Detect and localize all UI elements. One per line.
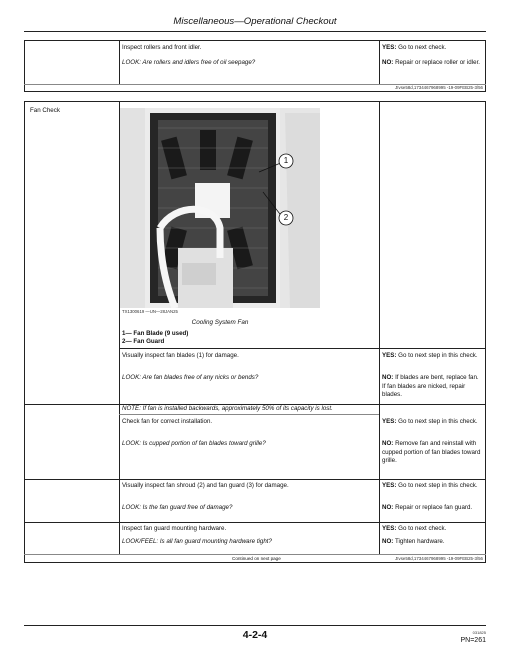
- table-row: Visually inspect fan blades (1) for damage.: [122, 352, 239, 359]
- col-divider: [379, 101, 380, 554]
- table-row: Check fan for correct installation.: [122, 418, 213, 425]
- table-row: YES: Go to next step in this check.: [382, 482, 478, 489]
- pn-number: PN=261: [460, 637, 486, 644]
- table-row: LOOK: Are rollers and idlers free of oil seepage?: [122, 59, 256, 66]
- callout-1: 1: [283, 156, 289, 165]
- row-divider: [119, 414, 379, 415]
- table-row: NO: Remove fan and reinstall with cupped portion of fan blades toward grille.: [382, 440, 481, 465]
- figure-caption: Cooling System Fan: [191, 319, 249, 326]
- table-row: LOOK/FEEL: Is all fan guard mounting hardware tight?: [122, 538, 272, 545]
- figure-tag: TX1300619 —UN—28JAN25: [122, 309, 178, 314]
- table-row: LOOK: Are fan blades free of any nicks or bends?: [122, 374, 259, 381]
- table-row: Visually inspect fan shroud (2) and fan guard (3) for damage.: [122, 482, 289, 489]
- header-rule: [24, 31, 486, 32]
- table-row: NO: If blades are bent, replace fan. If fan blades are nicked, repair blades.: [382, 374, 479, 399]
- reference-code: JIvse58d,1734467968995 -19-09FEB25-3/56: [395, 555, 483, 561]
- table-row: YES: Go to next check.: [382, 44, 447, 51]
- table-row: NO: Repair or replace roller or idler.: [382, 59, 481, 66]
- note-text: NOTE: If fan is installed backwards, approximately 50% of its capacity is lost.: [122, 405, 333, 412]
- table-row: YES: Go to next step in this check.: [382, 352, 478, 359]
- continued-note: Continued on next page: [232, 555, 281, 561]
- figure-legend-item: 2— Fan Guard: [122, 338, 165, 345]
- reference-code: JIvse58d,1734467968995 -19-09FEB25-3/56: [395, 84, 483, 90]
- table-row: LOOK: Is cupped portion of fan blades toward grille?: [122, 440, 266, 447]
- figure-callouts: [255, 150, 300, 230]
- row-divider: [119, 348, 486, 349]
- table-row: Inspect rollers and front idler.: [122, 44, 202, 51]
- footer-code: 031825: [472, 630, 486, 635]
- section-title: Fan Check: [30, 107, 60, 114]
- col-divider: [119, 40, 120, 84]
- table-row: Inspect fan guard mounting hardware.: [122, 525, 227, 532]
- callout-2: 2: [283, 213, 289, 222]
- row-divider: [24, 479, 486, 480]
- row-divider: [24, 522, 486, 523]
- footer-rule: [24, 625, 486, 626]
- figure-legend-item: 1— Fan Blade (9 used): [122, 330, 189, 337]
- table-row: YES: Go to next check.: [382, 525, 447, 532]
- table-row: YES: Go to next step in this check.: [382, 418, 478, 425]
- table-row: NO: Tighten hardware.: [382, 538, 445, 545]
- page-title: Miscellaneous—Operational Checkout: [173, 16, 337, 27]
- col-divider: [379, 40, 380, 84]
- table-row: NO: Repair or replace fan guard.: [382, 504, 473, 511]
- page-number: 4-2-4: [242, 629, 268, 641]
- table-row: LOOK: Is the fan guard free of damage?: [122, 504, 233, 511]
